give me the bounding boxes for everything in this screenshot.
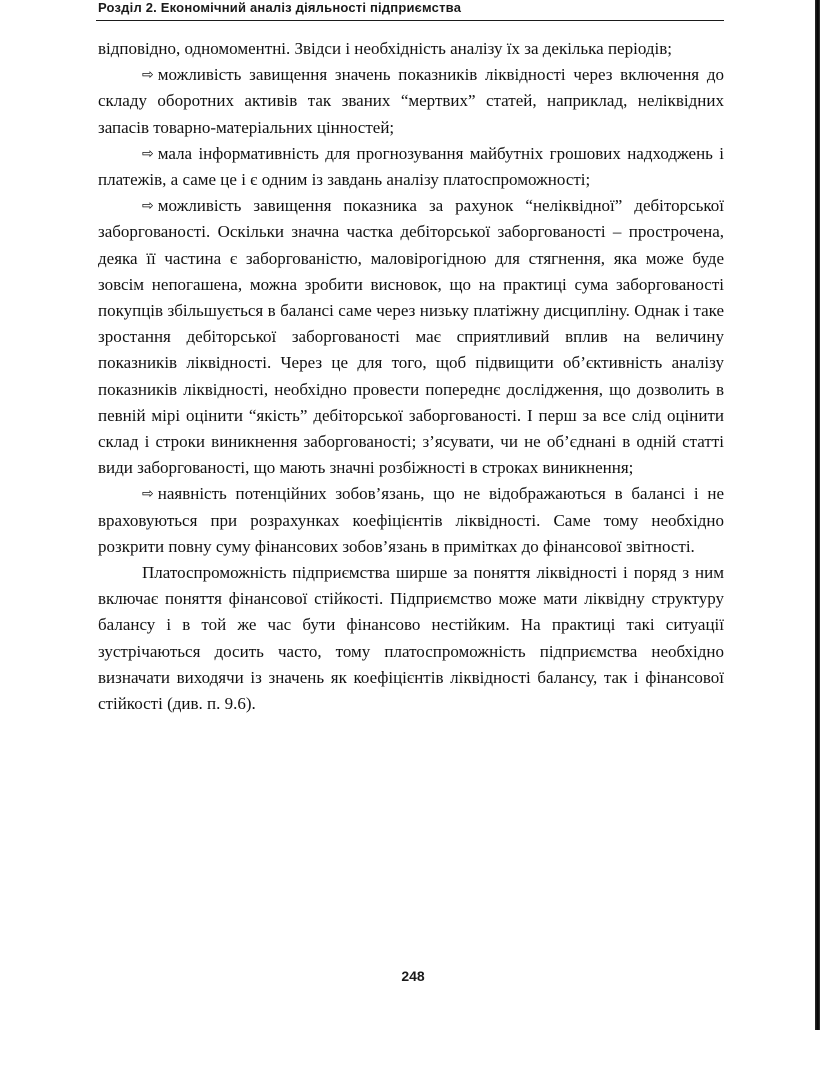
bullet-text: можливість завищення показника за рахунок “неліквідної” дебіторської заборгованості. Оскільки значна частка дебіторської заборгованості – прострочена, деяка її частина є заборгованістю, маловірогідною для стягнення, яка може буде зовсім непогашена, можна зробити висновок, що на практиці сума заборгованості покупців збільшується в балансі саме через низьку платіжну дисципліну. Однак і таке зростання дебіторської заборгованості має сприятливий вплив на величину показників ліквідності. Через це для того, щоб підвищити об’єктивність аналізу показників ліквідності, необхідно провести попереднє дослідження, що дозволить в певній мірі оцінити “якість” дебіторської заборгованості. І перш за все слід оцінити склад і строки виникнення заборгованості; з’ясувати, чи не об’єднані в одній статті види заборгованості, що мають значні розбіжності в строках виникнення; [98, 196, 724, 478]
bullet-text: наявність потенційних зобов’язань, що не відображаються в балансі і не враховуються при розрахунках коефіцієнтів ліквідності. Саме тому необхідно розкрити повну суму фінансових зобов’язань в примітках до фінансової звітності. [98, 484, 724, 556]
bullet-text: можливість завищення значень показників ліквідності через включення до складу оборотних активів так званих “мертвих” статей, наприклад, неліквідних запасів товарно-матеріальних цінностей; [98, 65, 724, 137]
page-number: 248 [401, 968, 425, 984]
bullet-item [98, 481, 724, 560]
document-body [98, 36, 724, 717]
bullet-item [98, 193, 724, 481]
running-title: Розділ 2. Економічний аналіз діяльності підприємства [98, 0, 462, 15]
bullet-item [98, 62, 724, 141]
arrow-icon: ⇨ [142, 67, 154, 84]
arrow-icon: ⇨ [142, 145, 154, 162]
arrow-icon: ⇨ [142, 486, 154, 503]
bullet-item [98, 141, 724, 193]
paragraph-continuation: відповідно, одномоментні. Звідси і необхідність аналізу їх за декілька періодів; [98, 39, 672, 58]
page-binding-edge [815, 0, 820, 1030]
arrow-icon: ⇨ [142, 198, 154, 215]
bullet-text: мала інформативність для прогнозування майбутніх грошових надходжень і платежів, а саме це і є одним із завдань аналізу платоспроможності; [98, 143, 724, 190]
paragraph-indented: Платоспроможність підприємства ширше за поняття ліквідності і поряд з ним включає поняття фінансової стійкості. Підприємство може мати ліквідну структуру балансу і в той же час бути фінансово нестійким. На практиці такі ситуації зустрічаються досить часто, тому платоспроможність підприємства необхідно визначати виходячи із значень як коефіцієнтів ліквідності балансу, так і фінансової стійкості (див. п. 9.6). [98, 563, 724, 714]
page-header [96, 2, 724, 21]
